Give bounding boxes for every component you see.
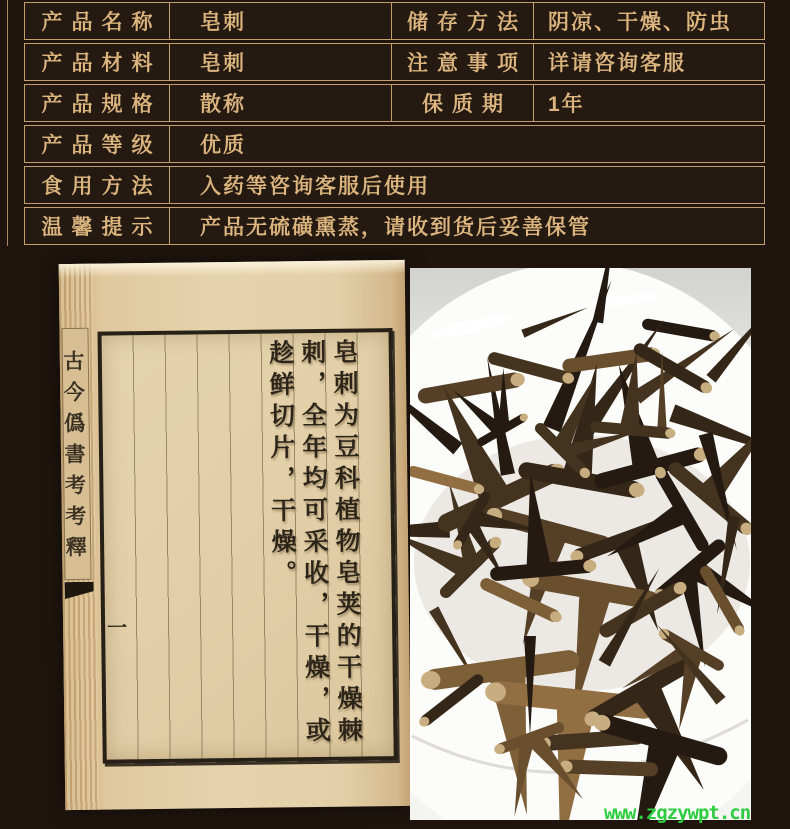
spec-row [24, 43, 765, 81]
book-spine-title: 古今僞書考考釋 [61, 328, 91, 580]
spec-label: 温馨提示 [41, 216, 162, 239]
spec-label: 注意事项 [391, 44, 533, 80]
spec-row [24, 2, 765, 40]
spec-row [24, 84, 765, 122]
book-open-page [98, 328, 398, 764]
spec-value: 皂刺 [169, 44, 391, 80]
book-page-number: 一 [106, 617, 128, 640]
spec-label: 产品等级 [41, 134, 162, 157]
spec-label: 产品名称 [41, 11, 162, 34]
book-page-text: 皂刺为豆科植物皂荚的干燥棘刺，全年均可采收，干燥，或趁鲜切片，干燥。 [265, 338, 362, 749]
spec-row [24, 207, 765, 245]
spec-value: 入药等咨询客服后使用 [169, 167, 764, 203]
spec-value: 详请咨询客服 [533, 44, 764, 80]
spec-value: 产品无硫磺熏蒸，请收到货后妥善保管 [169, 208, 764, 244]
product-spec-table [24, 2, 765, 245]
spec-label: 保质期 [391, 85, 533, 121]
table-left-rule [7, 0, 8, 246]
spec-value: 皂刺 [169, 3, 391, 39]
spec-value: 散称 [169, 85, 391, 121]
site-watermark: www.zgzywpt.cn [604, 802, 751, 824]
spec-label: 储存方法 [391, 3, 533, 39]
spec-label: 产品规格 [41, 93, 162, 116]
spec-row [24, 125, 765, 163]
spec-value: 阴凉、干燥、防虫 [533, 3, 764, 39]
spec-row [24, 166, 765, 204]
book-top-highlight [59, 260, 405, 278]
spec-label: 食用方法 [41, 175, 162, 198]
spec-value: 1年 [533, 85, 764, 121]
zaoci-thorns-photo [410, 268, 751, 820]
ancient-book-photo [59, 260, 412, 810]
spec-label: 产品材料 [41, 52, 162, 75]
spec-value: 优质 [169, 126, 764, 162]
